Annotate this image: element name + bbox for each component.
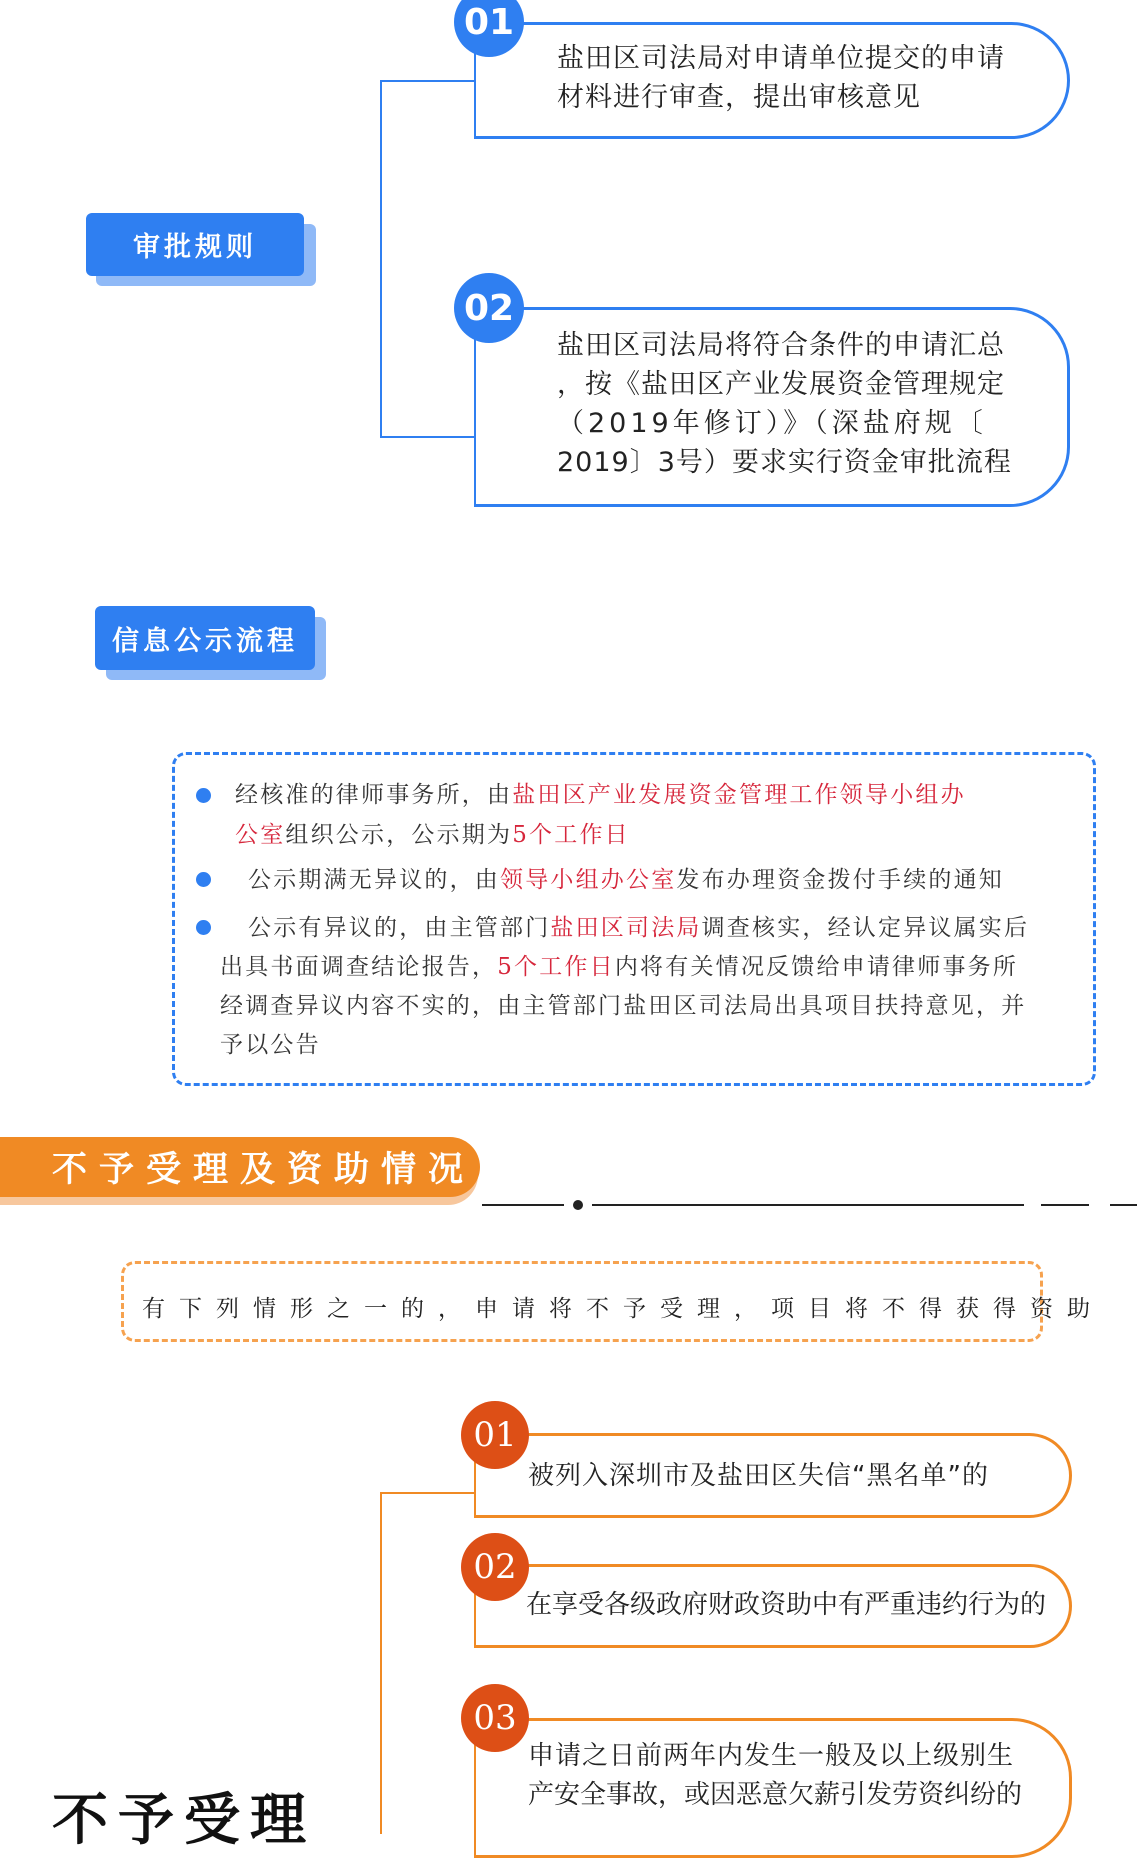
divider-line-4 — [1110, 1204, 1137, 1206]
approval-step-2-line-3: （2019年修订）》（深盐府规〔 — [557, 408, 987, 439]
bullet-3 — [196, 920, 211, 935]
rejection-item-3-text — [528, 1737, 1022, 1815]
item1-a: 经核准的律师事务所，由 — [235, 782, 513, 808]
approval-connector — [380, 80, 477, 438]
divider-dot — [573, 1200, 583, 1210]
rejection-banner: 不予受理及资助情况 — [0, 1137, 480, 1197]
rejection-item-3-line-2: 产安全事故，或因恶意欠薪引发劳资纠纷的 — [528, 1780, 1023, 1810]
item3-a: 公示有异议的，由主管部门 — [248, 915, 551, 941]
approval-step-2-badge: 02 — [454, 273, 524, 343]
approval-tag: 审批规则 — [86, 213, 304, 276]
rejection-item-2-badge: 02 — [461, 1533, 529, 1601]
rejection-item-2-text: 在享受各级政府财政资助中有严重违约行为的 — [526, 1590, 1047, 1620]
publicity-tag: 信息公示流程 — [95, 606, 315, 670]
approval-step-2-line-4: 2019〕3号）要求实行资金审批流程 — [557, 447, 1012, 478]
approval-step-2-line-2: ，按《盐田区产业发展资金管理规定 — [557, 369, 1005, 400]
publicity-item-3-line-4: 予以公告 — [220, 1032, 321, 1058]
publicity-item-3 — [248, 909, 1029, 948]
approval-step-1-text — [557, 39, 1005, 117]
approval-step-1-badge: 01 — [454, 0, 524, 57]
divider-line-3 — [1041, 1204, 1089, 1206]
item3-e: 5个工作日 — [497, 954, 615, 980]
divider-line-2 — [592, 1204, 1024, 1206]
item2-b: 领导小组办公室 — [500, 867, 677, 893]
publicity-item-3-line-3: 经调查异议内容不实的，由主管部门盐田区司法局出具项目扶持意见，并 — [220, 993, 1027, 1019]
item3-c: 调查核实，经认定异议属实后 — [701, 915, 1030, 941]
divider-line-1 — [482, 1204, 564, 1206]
rejection-item-1-text: 被列入深圳市及盐田区失信“黑名单”的 — [528, 1461, 989, 1491]
bullet-1 — [196, 788, 211, 803]
approval-step-2-text — [557, 326, 1012, 482]
item2-c: 发布办理资金拨付手续的通知 — [676, 867, 1005, 893]
item1-b: 盐田区产业发展资金管理工作领导小组办 — [512, 782, 966, 808]
item3-b: 盐田区司法局 — [550, 915, 702, 941]
approval-step-1-line-2: 材料进行审查，提出审核意见 — [557, 82, 921, 113]
publicity-item-1 — [235, 776, 966, 815]
item1-d: 组织公示，公示期为 — [285, 822, 513, 848]
rejection-note: 有下列情形之一的，申请将不予受理，项目将不得获得资助 — [142, 1296, 1104, 1322]
rejection-item-3-badge: 03 — [461, 1684, 529, 1752]
item1-e: 5个工作日 — [512, 822, 630, 848]
rejection-connector — [380, 1492, 477, 1834]
item3-d: 出具书面调查结论报告， — [220, 954, 498, 980]
item3-f: 内将有关情况反馈给申请律师事务所 — [614, 954, 1019, 980]
publicity-item-3-line-2 — [220, 948, 1018, 987]
rejection-item-1-badge: 01 — [461, 1401, 529, 1469]
bullet-2 — [196, 872, 211, 887]
bottom-title: 不予受理 — [52, 1788, 316, 1853]
publicity-item-1-cont — [235, 816, 630, 855]
rejection-item-3-line-1: 申请之日前两年内发生一般及以上级别生 — [528, 1741, 1015, 1771]
approval-step-2-line-1: 盐田区司法局将符合条件的申请汇总 — [557, 330, 1005, 361]
item1-c: 公室 — [235, 822, 286, 848]
approval-step-1-line-1: 盐田区司法局对申请单位提交的申请 — [557, 43, 1005, 74]
item2-a: 公示期满无异议的，由 — [248, 867, 500, 893]
publicity-item-2 — [248, 861, 1004, 900]
